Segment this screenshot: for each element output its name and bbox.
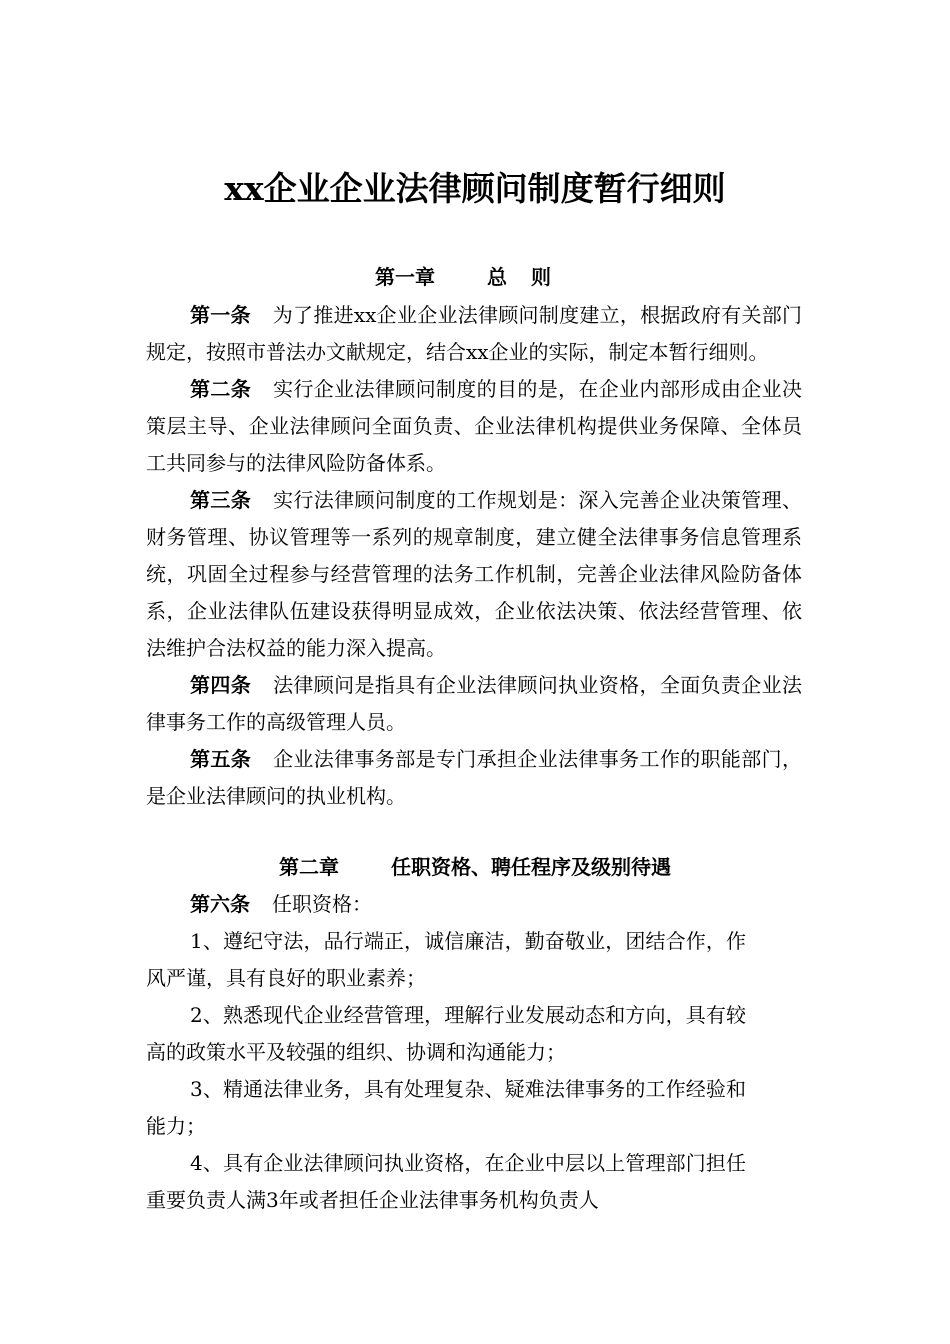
document-title: xx企业企业法律顾问制度暂行细则	[224, 169, 726, 208]
chapter-name: 任职资格、聘任程序及级别待遇	[391, 855, 671, 879]
chapter-1-body	[146, 297, 802, 815]
article-text: 实行企业法律顾问制度的目的是，在企业内部形成由企业决策层主导、企业法律顾问全面负责、企业法律机构提供业务保障、全体员工共同参与的法律风险防备体系。	[146, 377, 803, 475]
article-number: 第五条	[190, 747, 252, 771]
article-text: 为了推进xx企业企业法律顾问制度建立，根据政府有关部门规定，按照市普法办文献规定，结合xx企业的实际，制定本暂行细则。	[146, 303, 802, 364]
qualification-item-4: 4、具有企业法律顾问执业资格，在企业中层以上管理部门担任重要负责人满3年或者担任企业法律事务机构负责人	[146, 1151, 746, 1212]
chapter-number: 第二章	[279, 855, 339, 879]
article-2	[146, 371, 802, 482]
article-1	[146, 297, 802, 371]
chapter-2-body	[146, 886, 746, 1219]
chapter-1-heading	[0, 262, 950, 292]
qualification-item-2: 2、熟悉现代企业经营管理，理解行业发展动态和方向，具有较高的政策水平及较强的组织、协调和沟通能力；	[146, 1003, 746, 1064]
qualification-item-3: 3、精通法律业务，具有处理复杂、疑难法律事务的工作经验和能力；	[146, 1077, 746, 1138]
article-number: 第四条	[190, 673, 252, 697]
chapter-name: 总则	[487, 265, 575, 289]
article-6	[146, 886, 746, 923]
article-text: 任职资格：	[272, 892, 372, 916]
article-5	[146, 741, 802, 815]
article-text: 实行法律顾问制度的工作规划是：深入完善企业决策管理、财务管理、协议管理等一系列的规章制度，建立健全法律事务信息管理系统，巩固全过程参与经营管理的法务工作机制，完善企业法律风险防备体系，企业法律队伍建设获得明显成效，企业依法决策、依法经营管理、依法维护合法权益的能力深入提高。	[146, 488, 803, 660]
chapter-2-heading	[0, 852, 950, 882]
article-number: 第六条	[190, 892, 250, 916]
article-number: 第二条	[190, 377, 252, 401]
article-text: 企业法律事务部是专门承担企业法律事务工作的职能部门，是企业法律顾问的执业机构。	[146, 747, 803, 808]
article-3	[146, 482, 802, 667]
article-number: 第一条	[190, 303, 251, 327]
qualification-item-1: 1、遵纪守法，品行端正，诚信廉洁，勤奋敬业，团结合作，作风严谨，具有良好的职业素养；	[146, 929, 746, 990]
article-4	[146, 667, 802, 741]
article-text: 法律顾问是指具有企业法律顾问执业资格，全面负责企业法律事务工作的高级管理人员。	[146, 673, 803, 734]
chapter-number: 第一章	[375, 265, 435, 289]
article-number: 第三条	[190, 488, 252, 512]
